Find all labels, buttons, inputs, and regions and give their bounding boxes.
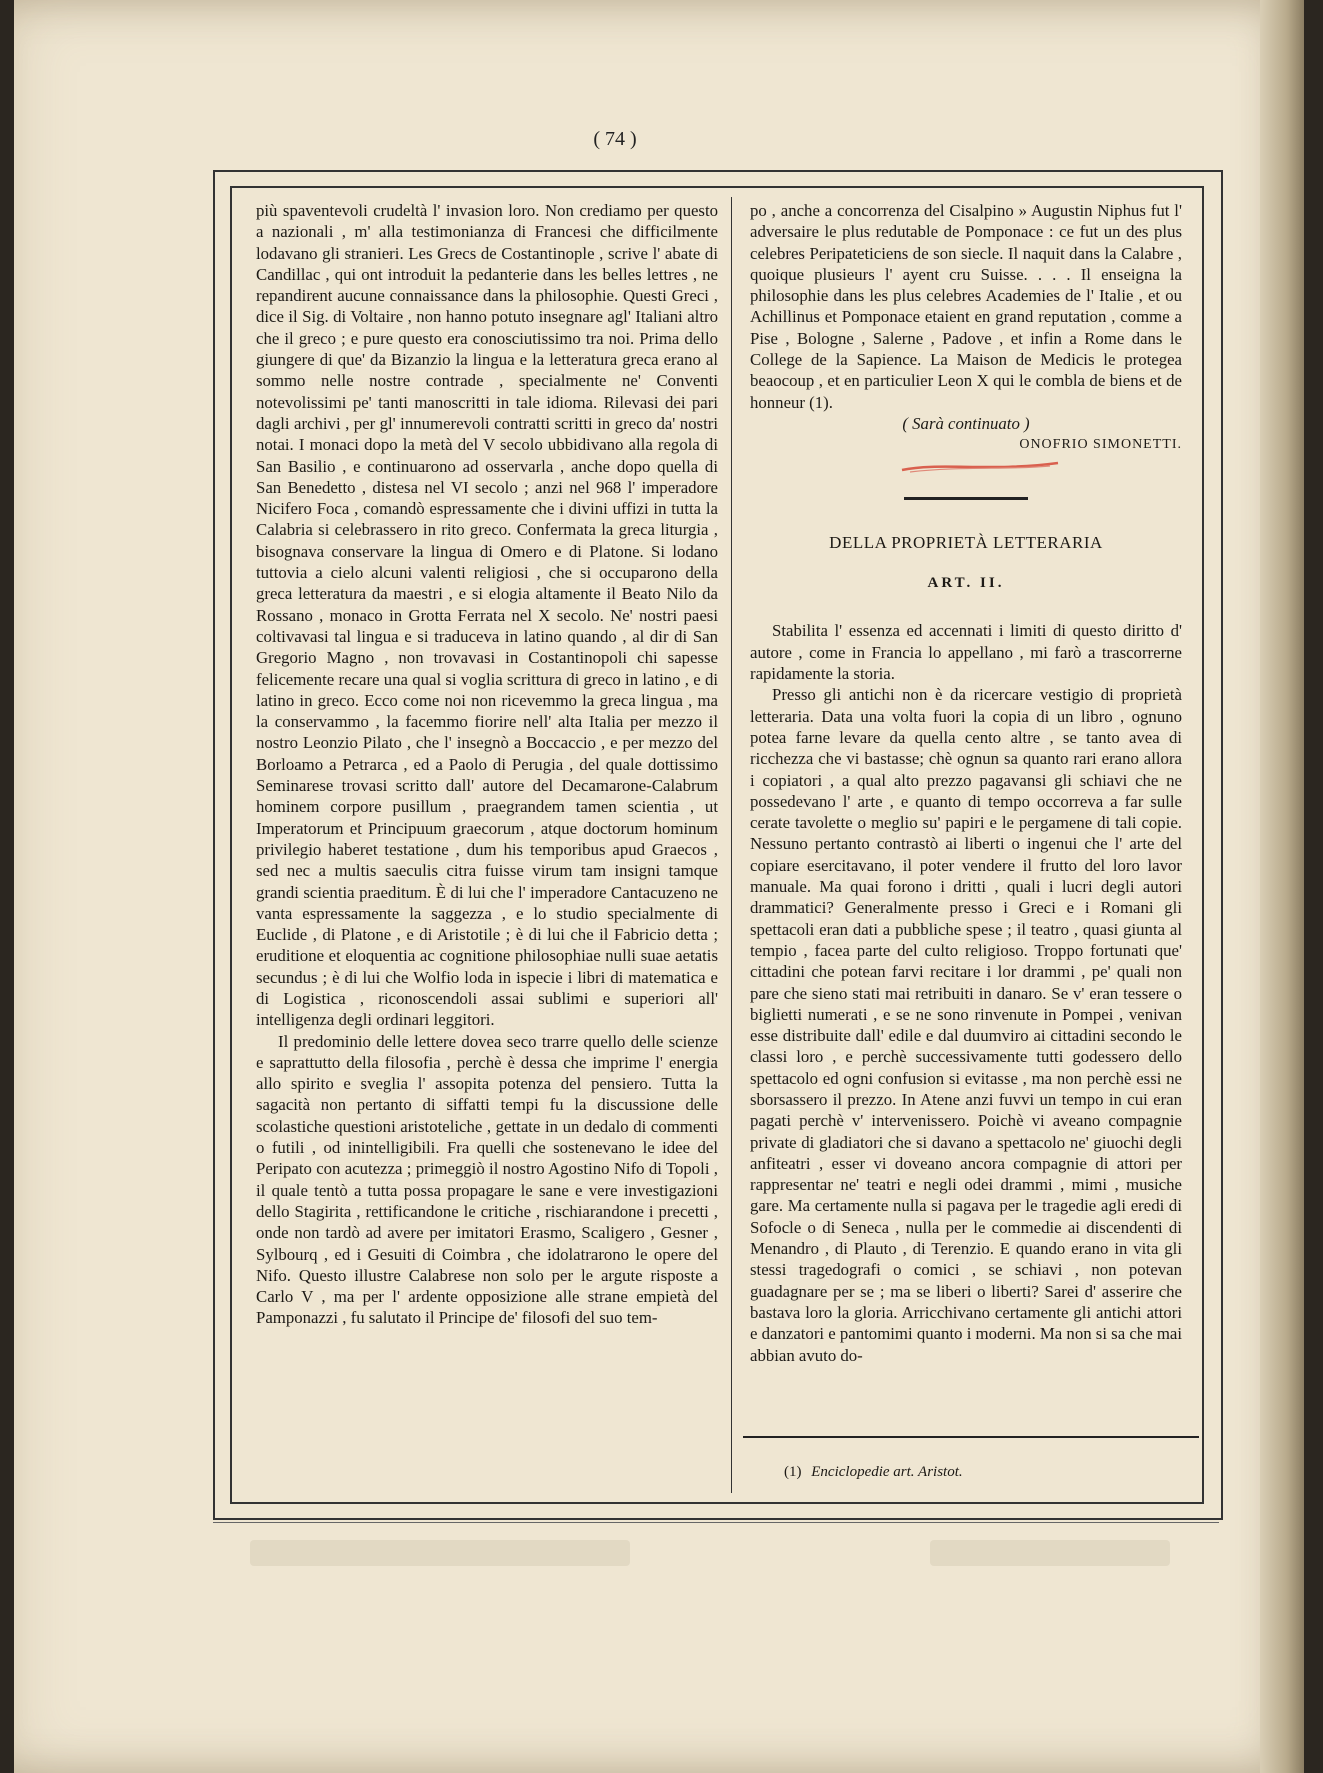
bottom-rule (213, 1522, 1219, 1523)
right-column (750, 200, 1182, 1366)
page-number: ( 74 ) (593, 128, 637, 150)
signature-flourish-icon (900, 460, 1060, 474)
bleed-through-left (250, 1540, 630, 1566)
footnote-marker: (1) (784, 1464, 802, 1480)
footnote-rule (743, 1436, 1199, 1438)
footnote (784, 1464, 963, 1481)
section-separator (904, 497, 1028, 500)
page-binding (1260, 0, 1304, 1773)
column-divider (731, 197, 732, 1493)
author-signature: ONOFRIO SIMONETTI. (1019, 437, 1182, 453)
article-subtitle: ART. II. (927, 575, 1005, 592)
right-intro-paragraph: po , anche a concorrenza del Cisalpino » Augustin Niphus fut l' adversaire le plus redutable de Pomponace : ce fut un des plus celebres Peripateticiens de son siecle. Il naquit dans la Calabre , quoique plusieurs l' ayent cru Suisse. . . . Il enseigna la philosophie dans les plus celebres Academies de l' Italie , et ou Achillinus et Pomponace etaient en grand reputation , comme a Pise , Bologne , Salerne , Padove , et infin a Rome dans le College de la Sapience. La Maison de Medicis le protegea beaocoup , et en particulier Leon X qui le combla de biens et de honneur (1). (750, 201, 1182, 412)
article-paragraph-2: Presso gli antichi non è da ricercare vestigio di proprietà letteraria. Data una volta fuori la copia di un libro , ognuno potea farne levare da quella cento altre , se tanto avea di ricchezza che vi bastasse; chè ognun sa quanto rari erano allora i copiatori , a qual alto prezzo pagavansi gli schiavi che ne possedevano l' arte , e quanto di tempo occorreva a far sulle cerate tavolette o meglio su' papiri e le pergamene di tali copie. Nessuno pertanto contrastò ai liberti o ingenui che l' arte del copiare esercitavano, il poter vendere il frutto del loro lavor manuale. Ma quai forono i dritti , quali i lucri degli autori drammatici? Generalmente presso i Greci e i Romani gli spettacoli eran dati a pubbliche spese ; il teatro , quasi giunta al tempio , facea parte del culto religioso. Troppo fortunati que' cittadini che potean farvi recitare i lor drammi , pe' quali non pare che sieno stati mai retribuiti in danaro. Se v' eran tessere o biglietti numerati , e se ne sono rinvenute in Pompei , venivan esse distribuite dall' edile e dal duumviro ai cittadini secondo le classi loro , e perchè successivamente tutti godessero dello spettacolo ed ogni confusion si evitasse , ma non perchè essi ne sborsassero il prezzo. In Atene anzi fuvvi un tempo in cui eran pagati perchè v' intervenissero. Poichè vi aveano compagnie private di gladiatori che si davano a spettacolo ne' giuochi degli anfiteatri , esser vi doveano ancora compagnie di attori per rappresentar ne' teatri e negli odei drammi , mimi , musiche gare. Ma certamente nulla si pagava per le tragedie agli eredi di Sofocle o di Seneca , nulla per le commedie ai discendenti di Menandro , di Plauto , di Terenzio. E quando erano in vita gli stessi tragedografi o comici , se schiavi , non potevan guadagnare per se ; ma se liberi o liberti? Sarei d' asserire che bastava loro la gloria. Arricchivano certamente gli antichi attori e danzatori e pantomimi quanto i moderni. Ma non si sa che mai abbian avuto do- (750, 685, 1183, 1365)
left-column (256, 200, 718, 1329)
left-paragraph-1: più spaventevoli crudeltà l' invasion loro. Non crediamo per questo a nazionali , m' alla testimonianza di Francesi che difficilmente lodavano gli stranieri. Les Grecs de Costantinople , scrive l' abate di Candillac , qui ont introduit la pedanterie dans les belles lettres , ne repandirent aucune connaissance dans la philosophie. Questi Greci , dice il Sig. di Voltaire , non hanno potuto insegnare agl' Italiani altro che il greco ; e pure questo era conosciutissimo tra noi. Prima dello giungere di que' da Bizanzio la lingua e la letteratura greca erano al sommo nelle nostre contrade , specialmente ne' Conventi notevolissimi pe' tanti manoscritti in tale idioma. Rilevasi dei pari dagli archivi , per gl' innumerevoli contratti scritti in greco da' nostri notai. I monaci dopo la metà del V secolo ubbidivano alla regola di San Basilio , e continuarono ad osservarla , anche dopo quella di San Benedetto , distesa nel VI secolo ; anzi nel 968 l' imperadore Nicifero Foca , comandò espressamente che i divini uffizi in tutta la Calabria si celebrassero in rito greco. Confermata la greca liturgia , bisognava conservare la lingua di Omero e di Platone. Si lodano tuttovia a cielo alcuni valenti religiosi , che si occuparono della greca letteratura da maestri , e si elogia altamente il Beato Nilo da Rossano , monaco in Grotta Ferrata nel X secolo. Ne' nostri paesi coltivavasi tal lingua e si traduceva in latino quando , al dir di San Gregorio Magno , non trovavasi in Costantinopoli chi sapesse felicemente recare una qual si voglia scrittura di greco in latino , e di latino in greco. Ecco come noi non ricevemmo la greca lingua , ma la conservammo , la facemmo fiorire nell' alta Italia per mezzo il nostro Leonzio Pilato , che l' insegnò a Boccaccio , e per mezzo del Borloamo a Petrarca , ed a Paolo di Perugia , del quale dottissimo Seminarese trovasi scritto dall' autore del Decamarone-Calabrum hominem corpore pusillum , praegrandem tamen scientia , ut Imperatorum et Principuum graecorum , atque doctorum hominum privilegio haberet testatione , dum his temporibus apud Graecos , sed nec a multis saeculis citra fuisse virum tam insigni tamque grandi scientia praeditum. È di lui che l' imperadore Cantacuzeno ne vanta espressamente la saggezza , e lo studio specialmente di Euclide , di Platone , e di Aristotile ; è di lui che il Fabricio detta ; eruditione et eloquentia ac cognitione philosophiae nulli suae aetatis secundus ; è di lui che Wolfio loda in ispecie i libri di matematica e di Logistica , riconoscendoli assai sublimi e superiori all' intelligenza degli ordinari leggitori. (256, 201, 718, 1030)
left-paragraph-2: Il predominio delle lettere dovea seco trarre quello delle scienze e saprattutto della filosofia , perchè è dessa che imprime l' energia allo spirito e sveglia l' assopita potenza del pensiero. Tutta la sagacità non pertanto di siffatti tempi fu la discussione delle scolastiche questioni aristoteliche , gettate in un dedalo di commenti o futili , od inintelligibili. Fra quelli che sostenevano le idee del Peripato con acutezza ; primeggiò il nostro Agostino Nifo di Topoli , il quale tentò a tutta possa propagare le sane e vere investigazioni dello Stagirita , rettificandone le critiche , rischiarandone i precetti , onde non tardò ad avere per imitatori Erasmo, Scaligero , Gesner , Sylbourq , ed i Gesuiti di Coimbra , che idolatrarono le opere del Nifo. Questo illustre Calabrese non solo per le argute risposte a Carlo V , ma per l' ardente opposizione alle strane empietà del Pamponazzi , fu salutato il Principe de' filosofi del suo tem- (256, 1031, 718, 1328)
footnote-text: Enciclopedie art. Aristot. (811, 1464, 963, 1480)
article-paragraph-1: Stabilita l' essenza ed accennati i limiti di questo diritto d' autore , come in Francia lo appellano , mi farò a trascorrerne rapidamente la storia. (750, 621, 1182, 684)
bleed-through-right (930, 1540, 1170, 1566)
continuation-note: ( Sarà continuato ) (902, 413, 1030, 433)
article-title: DELLA PROPRIETÀ LETTERARIA (829, 532, 1103, 552)
